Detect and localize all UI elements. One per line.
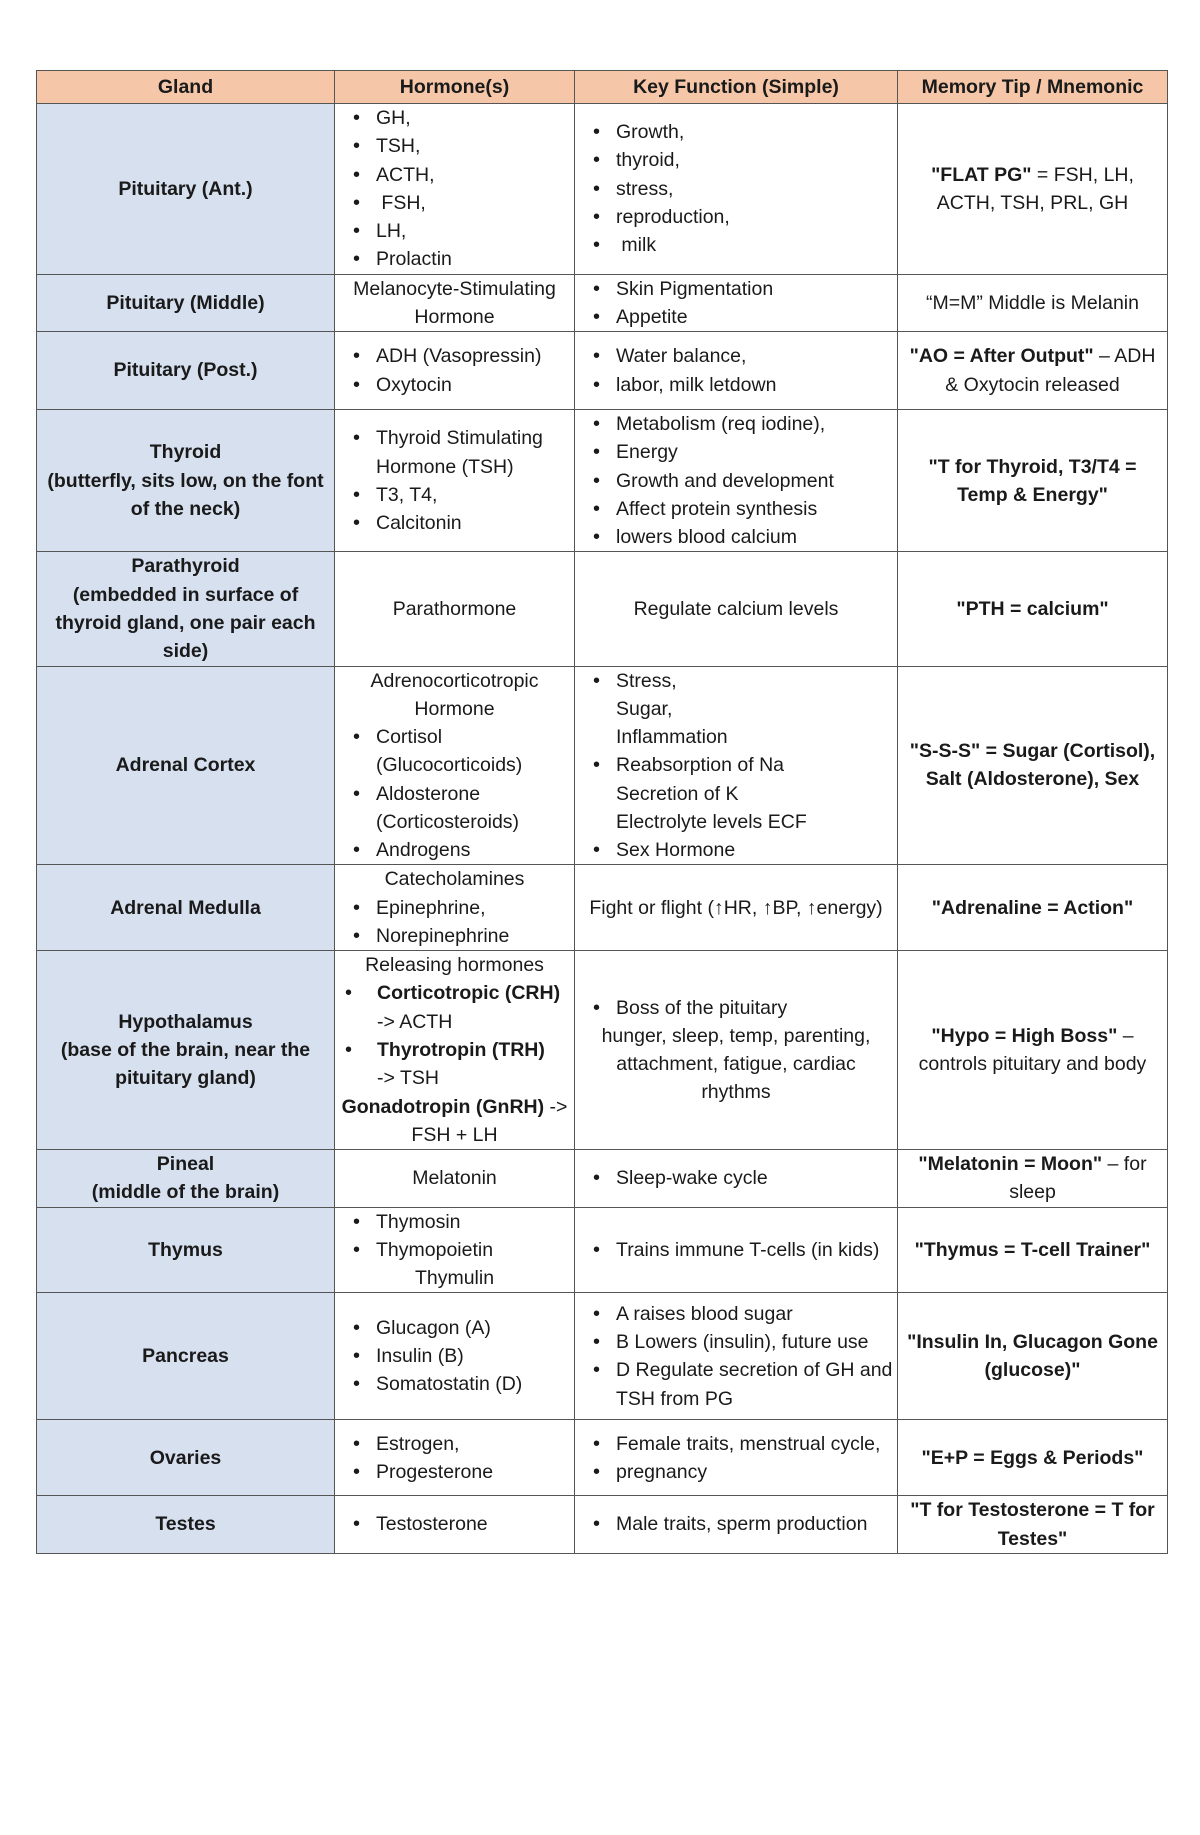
function-cell: [575, 274, 898, 332]
function-cell: [575, 1293, 898, 1420]
function-cell: [575, 332, 898, 410]
mnemonic-bold: "Adrenaline = Action": [931, 896, 1134, 919]
mnemonic-bold: "Hypo = High Boss": [931, 1024, 1118, 1047]
list-item: • Trains immune T-cells (in kids): [579, 1236, 893, 1264]
gland-name: Ovaries: [149, 1446, 222, 1469]
hormone-name: Gonadotropin (GnRH): [341, 1095, 545, 1118]
function-cell: [575, 865, 898, 951]
list-item: • Metabolism (req iodine),: [579, 410, 897, 438]
memory-tip-cell: [898, 951, 1168, 1150]
function-bullet: • Sex Hormone: [616, 839, 736, 862]
hormones-cell: [335, 865, 575, 951]
hormone-text: Thymulin: [414, 1267, 495, 1290]
function-cell: [575, 666, 898, 865]
list-item: • Oxytocin: [339, 371, 570, 399]
list-item: • ADH (Vasopressin): [339, 342, 570, 370]
memory-tip-cell: [898, 104, 1168, 275]
table-row: [37, 865, 1168, 951]
list-item: • Thyroid Stimulating Hormone (TSH): [339, 424, 570, 481]
list-item: • Sleep-wake cycle: [579, 1164, 893, 1192]
gland-location: (embedded in surface of thyroid gland, one pair each side): [55, 583, 316, 663]
list-item: • Water balance,: [579, 342, 893, 370]
function-text: hunger, sleep, temp, parenting, attachment, fatigue, cardiac rhythms: [601, 1024, 871, 1104]
hormone-text: Parathormone: [392, 597, 517, 620]
list-item: • Affect protein synthesis: [579, 495, 897, 523]
list-item: • ACTH,: [339, 161, 570, 189]
mnemonic-text: – for sleep: [1009, 1153, 1147, 1204]
memory-tip-cell: [898, 1207, 1168, 1293]
table-row: [37, 104, 1168, 275]
list-item: • pregnancy: [579, 1458, 893, 1486]
hormones-cell: [335, 1496, 575, 1554]
gland-name: Hypothalamus: [118, 1010, 253, 1033]
list-item: [337, 1036, 572, 1093]
gland-cell: [37, 552, 335, 666]
gland-cell: [37, 332, 335, 410]
list-item: • Growth,: [579, 118, 893, 146]
mnemonic-bold: "FLAT PG": [931, 163, 1032, 186]
table-row: [37, 951, 1168, 1150]
list-item: • Glucagon (A): [339, 1314, 570, 1342]
gland-name: Thymus: [148, 1238, 223, 1261]
memory-tip-cell: [898, 1496, 1168, 1554]
table-row: [37, 666, 1168, 865]
table-row: [37, 1207, 1168, 1293]
hormone-name: Thyrotropin (TRH): [377, 1038, 545, 1061]
list-item: [579, 751, 893, 836]
list-item: • Boss of the pituitary: [579, 994, 893, 1022]
list-item: • Epinephrine,: [339, 894, 570, 922]
gland-cell: [37, 1496, 335, 1554]
hormones-cell: [335, 1293, 575, 1420]
mnemonic-bold: "E+P = Eggs & Periods": [921, 1446, 1144, 1469]
list-item: [579, 667, 893, 752]
table-row: [37, 1293, 1168, 1420]
gland-cell: [37, 104, 335, 275]
gland-cell: [37, 1420, 335, 1496]
list-item: • Androgens: [339, 836, 570, 864]
hormone-name: Corticotropic (CRH): [377, 982, 561, 1005]
list-item: • milk: [579, 231, 893, 259]
hormone-target: -> ACTH: [377, 1010, 453, 1033]
mnemonic-text: = FSH, LH, ACTH, TSH, PRL, GH: [936, 163, 1134, 214]
memory-tip-cell: [898, 865, 1168, 951]
list-item: • LH,: [339, 217, 570, 245]
hormone-target: -> TSH: [377, 1067, 439, 1090]
list-item: • Somatostatin (D): [339, 1370, 570, 1398]
list-item: • Norepinephrine: [339, 922, 570, 950]
header-gland: Gland: [37, 71, 335, 104]
list-item: • stress,: [579, 175, 893, 203]
list-item: • Energy: [579, 438, 897, 466]
function-line: Inflammation: [616, 726, 728, 749]
list-item: • reproduction,: [579, 203, 893, 231]
mnemonic-text: – controls pituitary and body: [918, 1024, 1147, 1076]
memory-tip-cell: [898, 332, 1168, 410]
list-item: • GH,: [339, 104, 570, 132]
list-item: • Thymopoietin: [339, 1236, 570, 1264]
memory-tip-cell: [898, 666, 1168, 865]
hormones-cell: [335, 104, 575, 275]
hormone-text: Melatonin: [412, 1167, 497, 1190]
list-item: • Skin Pigmentation: [579, 275, 893, 303]
mnemonic-bold: "Insulin In, Glucagon Gone (glucose)": [907, 1331, 1158, 1382]
table-row: [37, 1496, 1168, 1554]
list-item: • Appetite: [579, 303, 893, 331]
gland-location: (middle of the brain): [91, 1181, 280, 1204]
gland-cell: [37, 865, 335, 951]
function-cell: [575, 104, 898, 275]
hormones-cell: [335, 552, 575, 666]
hormones-cell: [335, 410, 575, 552]
list-item: [579, 836, 893, 864]
gland-name: Pituitary (Post.): [113, 359, 258, 382]
memory-tip-cell: [898, 1420, 1168, 1496]
function-bullet: • Reabsorption of Na: [616, 754, 785, 777]
function-cell: [575, 1420, 898, 1496]
memory-tip-cell: [898, 1293, 1168, 1420]
function-line: Secretion of K: [616, 782, 739, 805]
list-item: • FSH,: [339, 189, 570, 217]
function-bullet: • Stress,: [616, 669, 677, 692]
mnemonic-text: “M=M” Middle is Melanin: [926, 291, 1139, 314]
list-item: • Prolactin: [339, 245, 570, 273]
mnemonic-bold: "PTH = calcium": [956, 597, 1109, 620]
gland-cell: [37, 951, 335, 1150]
gland-name: Pituitary (Ant.): [118, 177, 253, 200]
list-item: • thyroid,: [579, 146, 893, 174]
header-memory-tip: Memory Tip / Mnemonic: [898, 71, 1168, 104]
table-row: [37, 1150, 1168, 1208]
gland-cell: [37, 410, 335, 552]
gland-cell: [37, 274, 335, 332]
gland-cell: [37, 666, 335, 865]
gland-location: (base of the brain, near the pituitary gland): [60, 1038, 311, 1090]
list-item: [337, 979, 572, 1036]
list-item: • lowers blood calcium: [579, 523, 897, 551]
header-row: [37, 71, 1168, 104]
table-row: [37, 552, 1168, 666]
memory-tip-cell: [898, 410, 1168, 552]
hormones-cell: [335, 1150, 575, 1208]
list-item: • Progesterone: [339, 1458, 570, 1486]
gland-cell: [37, 1150, 335, 1208]
memory-tip-cell: [898, 552, 1168, 666]
hormones-cell: [335, 274, 575, 332]
list-item: • Male traits, sperm production: [579, 1510, 893, 1538]
list-item: • Estrogen,: [339, 1430, 570, 1458]
hormone-text: Catecholamines: [384, 868, 525, 891]
list-item: • Calcitonin: [339, 509, 570, 537]
list-item: • T3, T4,: [339, 481, 570, 509]
memory-tip-cell: [898, 1150, 1168, 1208]
gland-name: Thyroid: [149, 441, 222, 464]
hormone-text: Melanocyte-Stimulating Hormone: [353, 277, 556, 328]
mnemonic-bold: "AO = After Output": [909, 345, 1094, 368]
gland-name: Parathyroid: [131, 555, 240, 578]
endocrine-glands-table: [36, 70, 1168, 1554]
gland-name: Pancreas: [142, 1345, 229, 1368]
table-row: [37, 274, 1168, 332]
list-item: • B Lowers (insulin), future use: [579, 1328, 893, 1356]
gland-name: Pituitary (Middle): [106, 291, 265, 314]
mnemonic-bold: "T for Testosterone = T for Testes": [910, 1499, 1155, 1550]
gland-name: Pineal: [156, 1153, 215, 1176]
hormone-target: -> FSH + LH: [411, 1095, 568, 1146]
mnemonic-bold: "Melatonin = Moon": [918, 1153, 1103, 1176]
header-key-function: Key Function (Simple): [575, 71, 898, 104]
function-cell: [575, 1150, 898, 1208]
mnemonic-bold: "S-S-S" = Sugar (Cortisol), Salt (Aldosterone), Sex: [909, 740, 1156, 791]
list-item: • Insulin (B): [339, 1342, 570, 1370]
list-item: • Female traits, menstrual cycle,: [579, 1430, 893, 1458]
hormones-cell: [335, 951, 575, 1150]
function-text: Regulate calcium levels: [633, 597, 839, 620]
list-item: • A raises blood sugar: [579, 1300, 893, 1328]
function-line: Sugar,: [616, 697, 673, 720]
list-item: • D Regulate secretion of GH and TSH from PG: [579, 1356, 893, 1413]
list-item: • TSH,: [339, 132, 570, 160]
list-item: • Testosterone: [339, 1510, 570, 1538]
function-cell: [575, 410, 898, 552]
gland-location: (butterfly, sits low, on the font of the neck): [47, 469, 324, 520]
table-row: [37, 332, 1168, 410]
hormones-cell: [335, 1420, 575, 1496]
function-line: Electrolyte levels ECF: [616, 810, 807, 833]
gland-name: Adrenal Medulla: [110, 896, 261, 919]
table-row: [37, 1420, 1168, 1496]
function-cell: [575, 1496, 898, 1554]
function-cell: [575, 951, 898, 1150]
hormones-cell: [335, 332, 575, 410]
function-cell: [575, 1207, 898, 1293]
memory-tip-cell: [898, 274, 1168, 332]
list-item: • labor, milk letdown: [579, 371, 893, 399]
mnemonic-bold: "Thymus = T-cell Trainer": [914, 1238, 1151, 1261]
function-cell: [575, 552, 898, 666]
list-item: • Aldosterone (Corticosteroids): [339, 780, 570, 837]
gland-cell: [37, 1293, 335, 1420]
mnemonic-bold: "T for Thyroid, T3/T4 = Temp & Energy": [928, 455, 1137, 506]
table-row: [37, 410, 1168, 552]
hormones-cell: [335, 666, 575, 865]
header-hormones: Hormone(s): [335, 71, 575, 104]
hormone-text: Releasing hormones: [365, 954, 544, 977]
gland-cell: [37, 1207, 335, 1293]
mnemonic-text: – ADH & Oxytocin released: [945, 345, 1156, 396]
hormones-cell: [335, 1207, 575, 1293]
function-text: Fight or flight (↑HR, ↑BP, ↑energy): [589, 896, 883, 919]
gland-name: Testes: [155, 1513, 216, 1536]
hormone-text: Adrenocorticotropic Hormone: [370, 669, 539, 720]
list-item: • Thymosin: [339, 1208, 570, 1236]
list-item: • Growth and development: [579, 467, 897, 495]
list-item: • Cortisol (Glucocorticoids): [339, 723, 570, 780]
gland-name: Adrenal Cortex: [115, 754, 256, 777]
